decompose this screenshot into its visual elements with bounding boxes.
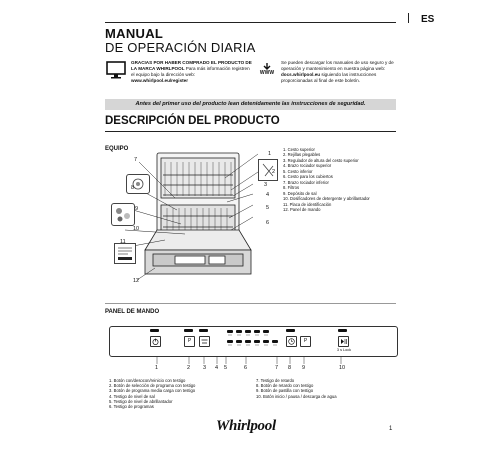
power-led	[150, 329, 159, 332]
diagram-label-3: 3	[264, 182, 268, 188]
play-pause-icon	[339, 337, 348, 346]
top-rule	[105, 22, 396, 23]
page-number: 1	[389, 426, 393, 432]
panel-label-2: 2	[187, 365, 191, 371]
legend-item: 2. Botón de selección de programa con testigo	[109, 383, 196, 389]
panel-section-rule	[105, 303, 396, 304]
panel-label-5: 5	[224, 365, 228, 371]
legend-item: 5. Testigo de nivel de abrillantador	[109, 398, 173, 404]
section-rule	[105, 131, 396, 132]
salt-callout	[111, 203, 135, 226]
diagram-label-2: 2	[272, 169, 276, 175]
start-led	[338, 329, 347, 332]
legend-item: 10. Botón inicio / pausa / descarga de agua	[256, 393, 337, 399]
diagram-label-10: 10	[133, 226, 140, 232]
delay-led	[286, 329, 295, 332]
diagram-label-6: 6	[266, 220, 270, 226]
register-bold: GRACIAS POR HABER COMPRADO EL PRODUCTO DE LA MARCA WHIRLPOOL	[131, 60, 252, 71]
start-pause-button[interactable]	[338, 336, 349, 347]
register-text	[131, 60, 253, 84]
delay-button[interactable]	[286, 336, 297, 347]
panel-legend-right	[256, 378, 337, 399]
panel-label-1: 1	[155, 365, 159, 371]
manual-subtitle: DE OPERACIÓN DIARIA	[105, 40, 256, 55]
download-before: Se pueden descargar los manuales de uso seguro y de operación y mantenimiento en nuestra página web:	[281, 60, 394, 71]
panel-label-4: 4	[215, 365, 219, 371]
rating-plate-callout	[114, 243, 136, 264]
panel-title: PANEL DE MANDO	[105, 309, 160, 315]
diagram-label-7: 7	[134, 157, 138, 163]
language-code: ES	[421, 14, 435, 25]
equipment-title: EQUIPO	[105, 146, 129, 152]
diagram-label-5: 5	[266, 205, 270, 211]
half-load-icon	[200, 337, 209, 346]
parts-list-item: 10. Dosificadores de detergente y abrillantador	[283, 196, 370, 202]
legend-item: 6. Testigo de programas	[109, 404, 154, 410]
parts-list-item: 4. Brazo rociador superior	[283, 163, 332, 169]
lang-divider	[408, 13, 409, 23]
parts-list-item: 12. Panel de mando	[283, 206, 321, 212]
panel-label-8: 8	[288, 365, 292, 371]
parts-list-item: 8. Filtros	[283, 185, 300, 191]
download-www-icon	[257, 62, 277, 76]
safety-warning: Antes del primer uso del producto lean detenidamente las instrucciones de seguridad.	[105, 99, 396, 110]
panel-legend-left	[109, 378, 195, 409]
brand-logo: Whirlpool	[216, 418, 276, 434]
half-load-led	[199, 329, 208, 332]
parts-list-item: 5. Cesto inferior	[283, 168, 313, 174]
legend-item: 4. Testigo de nivel de sal	[109, 393, 155, 399]
manual-title: MANUAL	[105, 26, 164, 41]
register-normal: Para más información registren el equipo bajo la dirección web:	[131, 66, 250, 77]
panel-leader-lines	[105, 356, 396, 366]
power-icon	[151, 337, 160, 346]
legend-item: 7. Testigo de retardo	[256, 378, 295, 383]
parts-list-item: 9. Depósito de sal	[283, 190, 317, 196]
parts-list-item: 2. Rejillas plegables	[283, 152, 321, 158]
program-indicators	[227, 330, 289, 352]
section-title: DESCRIPCIÓN DEL PRODUCTO	[105, 115, 280, 127]
register-url[interactable]: www.whirlpool.eu/register	[131, 78, 189, 83]
clock-icon	[287, 337, 296, 346]
download-after: siguiendo las instrucciones proporcionadas al final de este boletín.	[281, 72, 377, 83]
diagram-label-12: 12	[133, 278, 140, 284]
panel-label-6: 6	[244, 365, 248, 371]
diagram-label-1: 1	[268, 151, 272, 157]
panel-label-9: 9	[302, 365, 306, 371]
parts-list-item: 11. Placa de identificación	[283, 201, 332, 207]
legend-item: 8. Botón de retardo con testigo	[256, 383, 314, 389]
legend-item: 1. Botón con/desocon/reinicio con testigo	[109, 378, 186, 383]
parts-list-item: 6. Cesto para los cubiertos	[283, 174, 333, 180]
parts-list-item: 3. Regulador de altura del cesto superior	[283, 157, 359, 163]
half-load-button[interactable]	[199, 336, 210, 347]
parts-list-item: 1. Cesto superior	[283, 147, 315, 152]
diagram-label-11: 11	[120, 239, 126, 245]
parts-list	[283, 147, 370, 212]
download-url[interactable]: docs.whirlpool.eu	[281, 72, 321, 77]
program-led	[184, 329, 193, 332]
www-label: WWW	[259, 70, 275, 76]
program-icons	[227, 330, 289, 352]
download-text	[281, 60, 397, 84]
control-panel	[109, 326, 398, 357]
start-lock-label: 3 s Lock	[336, 348, 352, 352]
diagram-label-4: 4	[266, 192, 270, 198]
panel-label-3: 3	[203, 365, 207, 371]
tablet-button[interactable]: P	[300, 336, 311, 347]
power-button[interactable]	[150, 336, 161, 347]
legend-item: 3. Botón de programa media carga con testigo	[109, 388, 196, 394]
legend-item: 9. Botón de pastilla con testigo	[256, 388, 314, 394]
program-select-button[interactable]: P	[184, 336, 195, 347]
diagram-label-8: 8	[131, 185, 135, 191]
panel-label-7: 7	[275, 365, 279, 371]
panel-label-10: 10	[339, 365, 346, 371]
filter-callout	[126, 174, 150, 194]
monitor-icon	[106, 61, 126, 84]
parts-list-item: 7. Brazo rociador inferior	[283, 179, 329, 185]
diagram-label-9: 9	[135, 206, 139, 212]
